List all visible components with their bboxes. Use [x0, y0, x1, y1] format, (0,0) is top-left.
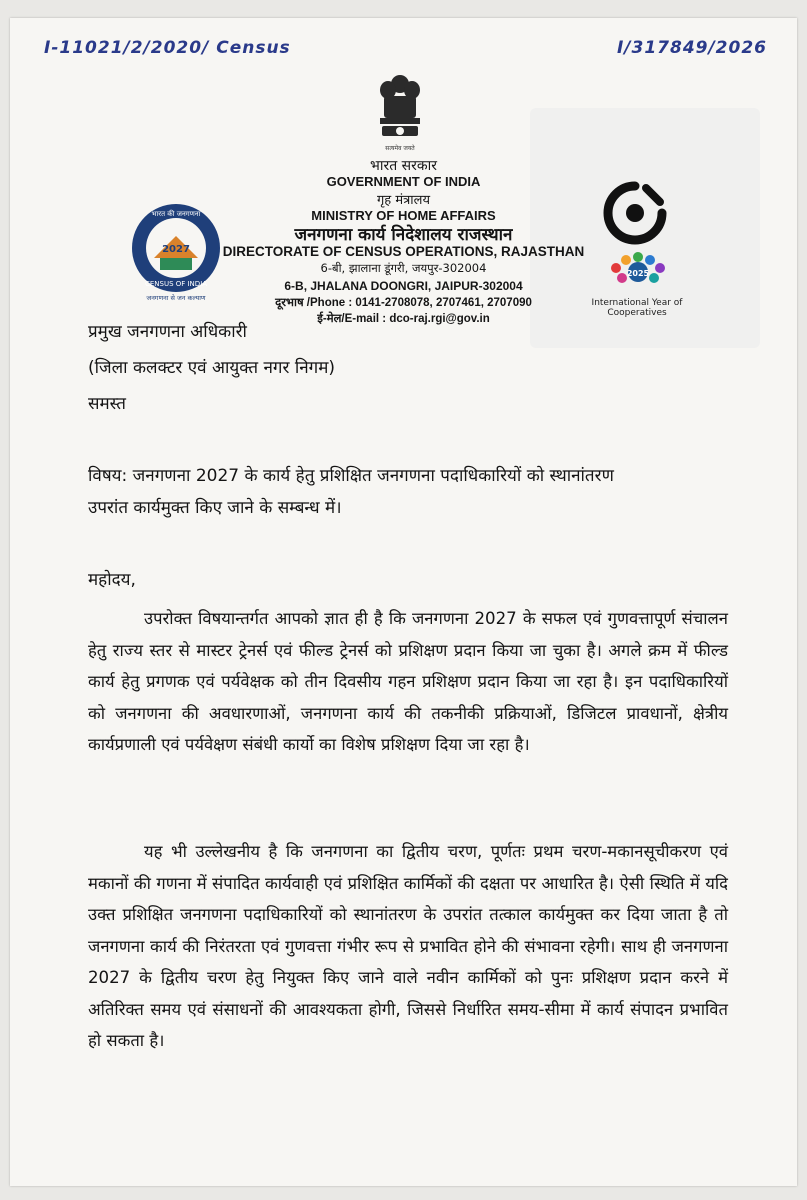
subject-line-1: विषय: जनगणना 2027 के कार्य हेतु प्रशिक्षित जनगणना पदाधिकारियों को स्थानांतरण: [88, 466, 614, 486]
directorate-hindi: जनगणना कार्य निदेशालय राजस्थान: [294, 225, 513, 245]
phone-label: दूरभाष /Phone :: [275, 297, 356, 309]
ministry-english: MINISTRY OF HOME AFFAIRS: [311, 208, 496, 223]
address-english: 6-B, JHALANA DOONGRI, JAIPUR-302004: [284, 279, 523, 293]
govt-english: GOVERNMENT OF INDIA: [326, 174, 481, 189]
svg-text:भारत की जनगणना: भारत की जनगणना: [151, 210, 201, 218]
cooperative-swirl-logo-icon: [600, 178, 670, 248]
letter-page: [10, 18, 797, 1186]
address-hindi: 6-बी, झालाना डूंगरी, जयपुर-302004: [320, 261, 487, 275]
email-label: ई-मेल/E-mail :: [317, 313, 390, 325]
addressee-all: समस्त: [88, 394, 126, 414]
ministry-hindi: गृह मंत्रालय: [376, 193, 431, 208]
paragraph-1: [88, 603, 728, 761]
census-of-india-logo-icon: [130, 202, 222, 302]
directorate-english: DIRECTORATE OF CENSUS OPERATIONS, RAJASTHAN: [222, 244, 585, 259]
file-reference-right: I/317849/2026: [616, 38, 767, 58]
international-year-of-cooperatives-logo-icon: [606, 250, 670, 292]
paragraph-2: [88, 836, 728, 1057]
addressee-designation: (जिला कलक्टर एवं आयुक्त नगर निगम): [88, 358, 336, 378]
letterhead: [10, 66, 797, 326]
paragraph-1-text: उपरोक्त विषयान्तर्गत आपको ज्ञात ही है कि जनगणना 2027 के सफल एवं गुणवत्तापूर्ण संचालन हेतु राज्य स्तर से मास्टर ट्रेनर्स एवं फील्ड ट्रेनर्स को प्रशिक्षण प्रदान किया जा चुका है। अगले क्रम में फील्ड कार्य हेतु प्रगणक एवं पर्यवेक्षक को तीन दिवसीय गहन प्रशिक्षण प्रदान किया जा रहा है। इन पदाधिकारियों को जनगणना की अवधारणाओं, जनगणना कार्य की तकनीकी प्रक्रियाओं, डिजिटल प्रावधानों, क्षेत्रीय कार्यप्रणाली एवं पर्यवेक्षण संबंधी कार्यो का विशेष प्रशिक्षण दिया जा रहा है।: [88, 609, 728, 754]
paragraph-2-text: यह भी उल्लेखनीय है कि जनगणना का द्वितीय चरण, पूर्णतः प्रथम चरण-मकानसूचीकरण एवं मकानों की गणना में संपादित कार्यवाही एवं प्रशिक्षित कार्मिकों की दक्षता पर आधारित है। ऐसी स्थिति में यदि उक्त प्रशिक्षित जनगणना पदाधिकारियों को स्थानांतरण के उपरांत तत्काल कार्यमुक्त कर दिया जाता है तो जनगणना कार्य की निरंतरता एवं गुणवत्ता गंभीर रूप से प्रभावित होने की संभावना रहेगी। साथ ही जनगणना 2027 के द्वितीय चरण हेतु नियुक्त किए जाने वाले नवीन कार्मिकों को पुनः प्रशिक्षण प्रदान करने में अतिरिक्त समय एवं संसाधनों की आवश्यकता होगी, जिससे निर्धारित समय-सीमा में कार्य संपादन प्रभावित हो सकता है।: [88, 842, 728, 1050]
govt-hindi: भारत सरकार: [370, 158, 437, 174]
national-emblem-icon: [374, 70, 426, 154]
svg-text:जनगणना से जन कल्याण: जनगणना से जन कल्याण: [146, 294, 206, 302]
svg-text:CENSUS OF INDIA: CENSUS OF INDIA: [144, 280, 208, 288]
salutation: महोदय,: [88, 570, 136, 590]
file-reference-left: I-11021/2/2020/ Census: [44, 38, 291, 58]
svg-text:2027: 2027: [162, 244, 190, 255]
email-address: dco-raj.rgi@gov.in: [389, 313, 490, 325]
svg-text:2025: 2025: [626, 269, 650, 278]
subject-line-2: उपरांत कार्यमुक्त किए जाने के सम्बन्ध में।: [88, 498, 342, 518]
svg-text:सत्यमेव जयते: सत्यमेव जयते: [385, 145, 415, 152]
addressee-title: प्रमुख जनगणना अधिकारी: [88, 322, 247, 342]
phone-numbers: 0141-2708078, 2707461, 2707090: [355, 297, 532, 309]
iyc-caption: International Year of Cooperatives: [591, 298, 683, 318]
